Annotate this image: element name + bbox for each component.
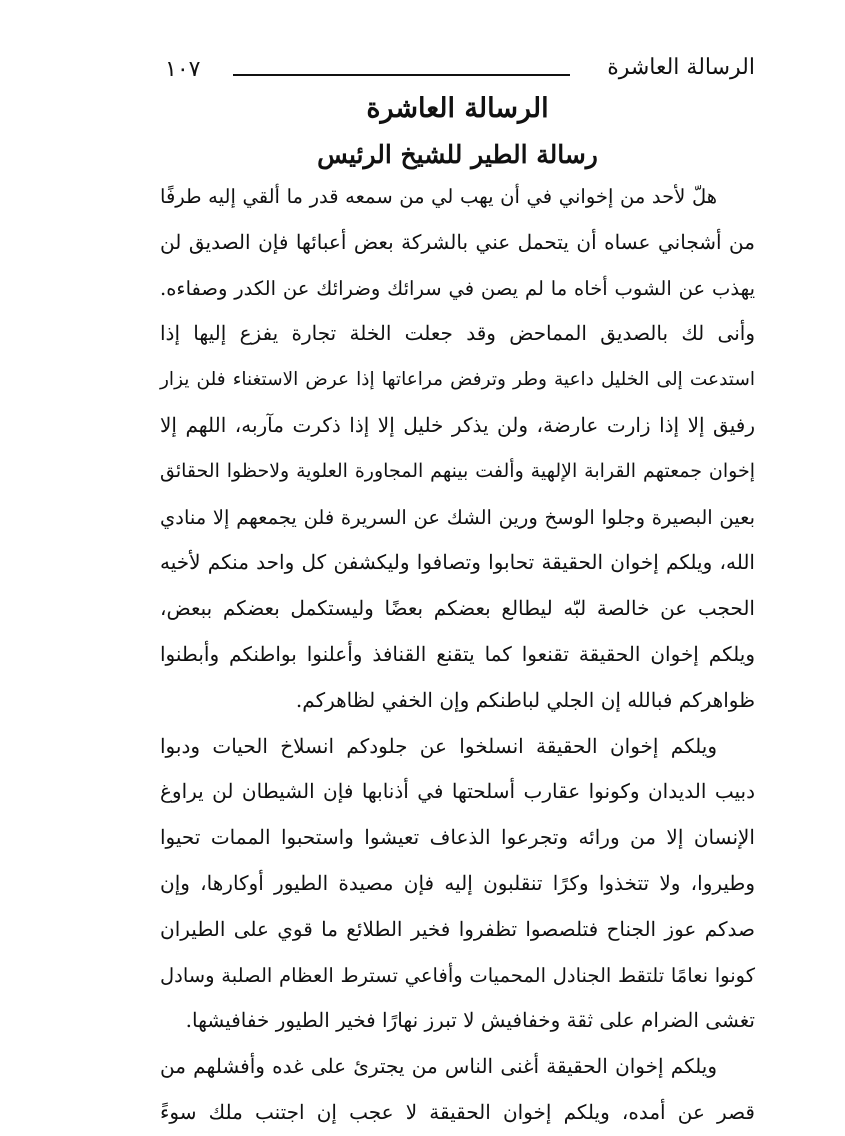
text-line: بعين البصيرة وجلوا الوسخ ورين الشك عن السريرة فلن يجمعهم إلا منادي xyxy=(160,505,755,529)
text-line: ويلكم إخوان الحقيقة انسلخوا عن جلودكم انسلاخ الحيات ودبوا xyxy=(160,733,717,758)
body-text xyxy=(160,174,755,1136)
text-line: كونوا نعامًا تلتقط الجنادل المحميات وأفاعي تسترط العظام الصلبة وسادل xyxy=(160,963,755,987)
text-line: قصر عن أمده، ويلكم إخوان الحقيقة لا عجب إن اجتنب ملك سوءً xyxy=(160,1099,755,1124)
text-line: إخوان جمعتهم القرابة الإلهية وألفت بينهم المجاورة العلوية ولاحظوا الحقائق xyxy=(160,459,755,482)
text-line: ويلكم إخوان الحقيقة تقنعوا كما يتقنع القنافذ وأعلنوا بواطنكم وأبطنوا xyxy=(160,641,755,666)
text-line: ويلكم إخوان الحقيقة أغنى الناس من يجترئ على غده وأفشلهم من xyxy=(160,1054,717,1079)
header-rule xyxy=(233,74,570,76)
text-line: الإنسان إلا من ورائه وتجرعوا الذعاف تعيشوا واستحبوا الممات تحيوا xyxy=(160,825,755,850)
text-line: استدعت إلى الخليل داعية وطر وترفض مراعاتها إذا عرض الاستغناء فلن يزار xyxy=(160,369,755,391)
running-header xyxy=(165,55,755,91)
text-line: رفيق إلا إذا زارت عارضة، ولن يذكر خليل إلا إذا ذكرت مآربه، اللهم إلا xyxy=(160,412,755,437)
text-line: ظواهركم فبالله إن الجلي لباطنكم وإن الخفي لظاهركم. xyxy=(295,687,755,712)
text-line: وطيروا، ولا تتخذوا وكرًا تنقلبون إليه فإن مصيدة الطيور أوكارها، وإن xyxy=(160,870,755,895)
text-line: الله، ويلكم إخوان الحقيقة تحابوا وتصافوا وليكشفن كل واحد منكم لأخيه xyxy=(160,550,755,575)
text-line: صدكم عوز الجناح فتلصصوا تظفروا فخير الطلائع ما قوي على الطيران xyxy=(160,916,755,941)
text-line: يهذب عن الشوب أخاه ما لم يصن في سرائك وضرائك عن الكدر وصفاءه. xyxy=(160,276,755,300)
text-line: من أشجاني عساه أن يتحمل عني بالشركة بعض أعبائها فإن الصديق لن xyxy=(160,229,755,254)
running-title: الرسالة العاشرة xyxy=(607,55,755,80)
chapter-title: الرسالة العاشرة xyxy=(366,93,549,124)
text-line: تغشى الضرام على ثقة وخفافيش لا تبرز نهارًا فخير الطيور خفافيشها. xyxy=(185,1008,755,1033)
text-line: الحجب عن خالصة لبّه ليطالع بعضكم بعضًا وليستكمل بعضكم ببعض، xyxy=(160,596,755,621)
text-line: دبيب الديدان وكونوا عقارب أسلحتها في أذنابها فإن الشيطان لن يراوغ xyxy=(160,779,755,804)
text-line: هلّ لأحد من إخواني في أن يهب لي من سمعه قدر ما ألقي إليه طرفًا xyxy=(160,185,717,208)
page-number: ١٠٧ xyxy=(165,57,201,82)
text-line: وأنى لك بالصديق المماحض وقد جعلت الخلة تجارة يفزع إليها إذا xyxy=(160,321,755,346)
chapter-subtitle: رسالة الطير للشيخ الرئيس xyxy=(317,140,598,169)
